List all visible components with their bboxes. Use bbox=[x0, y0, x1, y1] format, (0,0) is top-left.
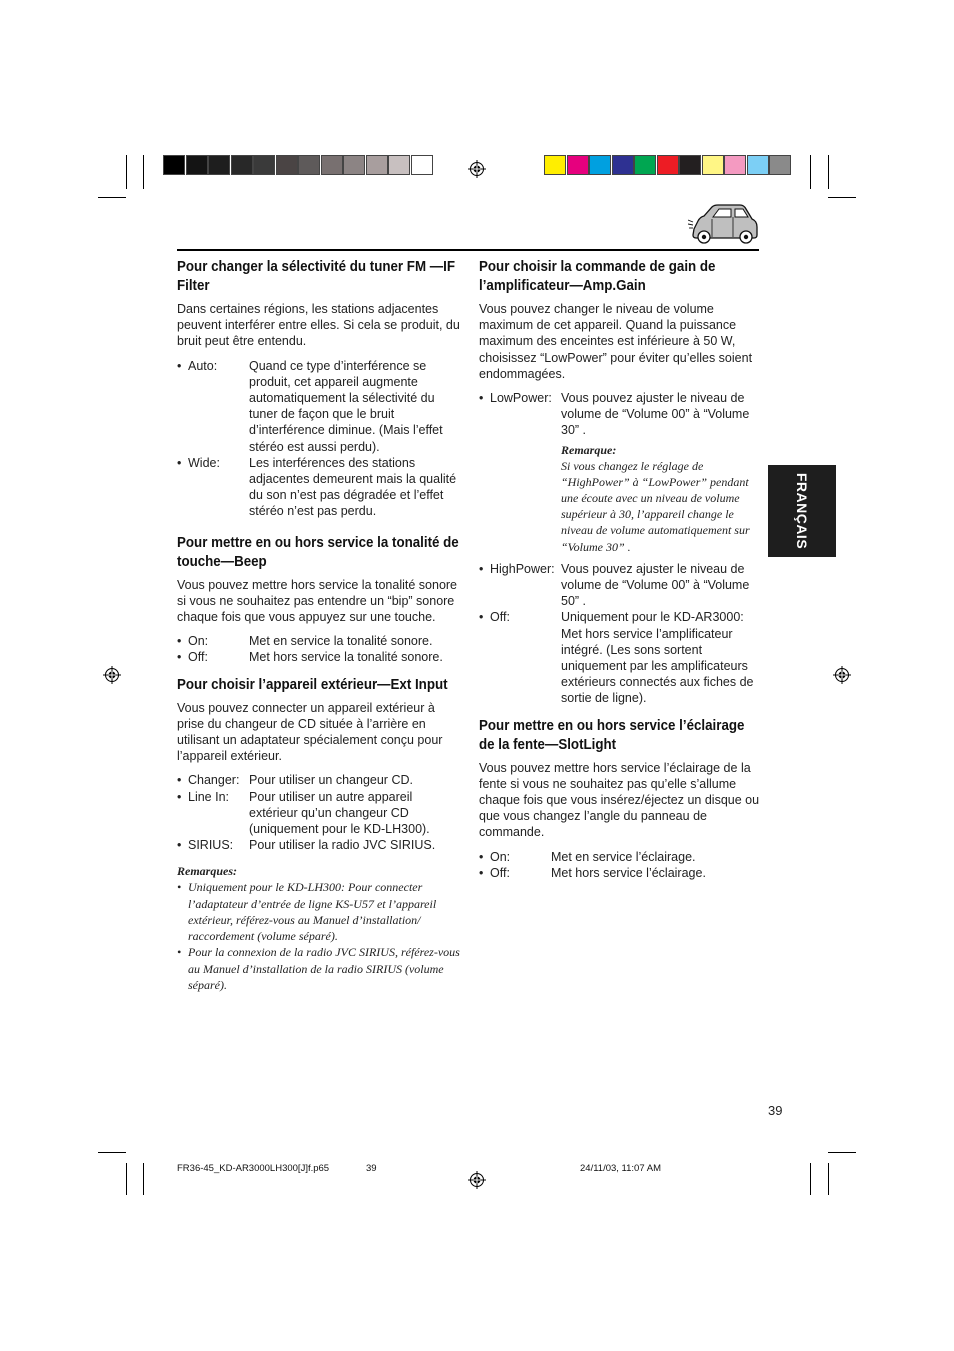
right-column bbox=[479, 258, 761, 891]
color-swatch bbox=[343, 155, 365, 175]
list-item: • Off: Uniquement pour le KD-AR3000: Met hors service l’amplificateur intégré. (Les sons sortent uniquement par les amplificateurs extérieurs connectés aux fiches de sortie de ligne). bbox=[479, 610, 754, 706]
color-bar bbox=[544, 155, 792, 175]
color-swatch bbox=[321, 155, 343, 175]
crop-mark bbox=[126, 155, 127, 189]
list-item: • On: Met en service l’éclairage. bbox=[479, 849, 696, 864]
color-swatch bbox=[253, 155, 275, 175]
color-swatch bbox=[724, 155, 746, 175]
remarks-title: Remarques: bbox=[177, 864, 237, 879]
gray-color-bar bbox=[163, 155, 433, 175]
footer-page: 39 bbox=[366, 1163, 377, 1174]
list-item: • SIRIUS: Pour utiliser la radio JVC SIRIUS. bbox=[177, 838, 436, 853]
list-item: • HighPower: Vous pouvez ajuster le niveau de volume de “Volume 00” à “Volume 50” . bbox=[479, 561, 750, 609]
section-title-amp-gain: Pour choisir la commande de gain de l’amplificateur—Amp.Gain bbox=[479, 259, 716, 294]
color-swatch bbox=[679, 155, 701, 175]
remark-item: • Pour la connexion de la radio JVC SIRIUS, référez-vous au Manuel d’installation de la radio SIRIUS (volume séparé). bbox=[177, 945, 460, 992]
language-tab-label: FRANÇAIS bbox=[794, 472, 810, 550]
registration-mark-icon bbox=[833, 666, 851, 684]
color-swatch bbox=[769, 155, 791, 175]
section-body: Vous pouvez mettre hors service l’éclairage de la fente si vous ne souhaitez pas qu’elle s’allume chaque fois que vous insérez/éjectez un disque ou que vous changez l’angle du panneau de commande. bbox=[479, 760, 760, 840]
remark-block bbox=[561, 442, 761, 555]
crop-mark bbox=[98, 1152, 126, 1153]
section-body: Dans certaines régions, les stations adjacentes peuvent interférer entre elles. Si cela se produit, du bruit peut être entendu. bbox=[177, 302, 460, 349]
crop-mark bbox=[98, 197, 126, 198]
crop-mark bbox=[828, 155, 829, 189]
registration-mark-icon bbox=[468, 160, 486, 178]
color-swatch bbox=[702, 155, 724, 175]
crop-mark bbox=[143, 1163, 144, 1195]
option-list bbox=[177, 772, 461, 853]
remark-text: Si vous changez le réglage de “HighPower” à “LowPower” pendant une écoute avec un niveau de volume supérieur à 30, l’appareil change le niveau de volume automatiquement sur “Volume 30” . bbox=[561, 458, 750, 554]
registration-mark-icon bbox=[468, 1171, 486, 1189]
color-swatch bbox=[589, 155, 611, 175]
color-swatch bbox=[231, 155, 253, 175]
color-swatch bbox=[612, 155, 634, 175]
crop-mark bbox=[828, 1163, 829, 1195]
list-item: • Changer: Pour utiliser un changeur CD. bbox=[177, 773, 413, 788]
crop-mark bbox=[828, 197, 856, 198]
section-title-ext-input: Pour choisir l’appareil extérieur—Ext Input bbox=[177, 676, 448, 693]
crop-mark bbox=[810, 155, 811, 189]
color-swatch bbox=[747, 155, 769, 175]
list-item: • Auto: Quand ce type d’interférence se produit, cet appareil augmente automatiquement la sélectivité du tuner de façon que le bruit d’interférence diminue. (Mais l’effet stéréo est aussi perdu). bbox=[177, 358, 443, 454]
list-item: • Wide: Les interférences des stations adjacentes demeurent mais la qualité du son n’est pas dégradée et l’effet stéréo n’est pas perdu. bbox=[177, 455, 457, 519]
list-item: • Off: Met hors service l’éclairage. bbox=[479, 865, 706, 880]
color-swatch bbox=[544, 155, 566, 175]
color-swatch bbox=[163, 155, 185, 175]
list-item: • LowPower: Vous pouvez ajuster le niveau de volume de “Volume 00” à “Volume 30” . bbox=[479, 391, 750, 438]
color-swatch bbox=[567, 155, 589, 175]
option-list bbox=[177, 358, 461, 520]
option-list bbox=[177, 633, 461, 665]
color-swatch bbox=[276, 155, 298, 175]
left-column bbox=[177, 258, 461, 993]
section-body: Vous pouvez changer le niveau de volume maximum de cet appareil. Quand la puissance maximum des enceintes est inférieure à 50 W, choisissez “LowPower” pour éviter qu’elles soient endommagées. bbox=[479, 302, 753, 381]
crop-mark bbox=[126, 1163, 127, 1195]
footer-timestamp: 24/11/03, 11:07 AM bbox=[580, 1163, 661, 1174]
section-body: Vous pouvez mettre hors service la tonalité sonore si vous ne souhaitez pas entendre un “bip” sonore chaque fois que vous appuyez sur une touche. bbox=[177, 577, 458, 625]
color-swatch bbox=[411, 155, 433, 175]
option-list bbox=[479, 849, 761, 881]
color-swatch bbox=[657, 155, 679, 175]
color-swatch bbox=[634, 155, 656, 175]
language-tab bbox=[768, 465, 836, 557]
section-title-beep: Pour mettre en ou hors service la tonalité de touche—Beep bbox=[177, 534, 459, 570]
color-swatch bbox=[186, 155, 208, 175]
car-icon bbox=[688, 203, 760, 247]
section-title-if-filter: Pour changer la sélectivité du tuner FM —IF Filter bbox=[177, 259, 455, 294]
remark-title: Remarque: bbox=[561, 442, 617, 457]
crop-mark bbox=[810, 1163, 811, 1195]
registration-mark-icon bbox=[103, 666, 121, 684]
color-swatch bbox=[388, 155, 410, 175]
section-title-slotlight: Pour mettre en ou hors service l’éclairage de la fente—SlotLight bbox=[479, 717, 745, 753]
footer-file: FR36-45_KD-AR3000LH300[J]f.p65 bbox=[177, 1163, 330, 1174]
list-item: • Off: Met hors service la tonalité sonore. bbox=[177, 650, 443, 665]
header-rule bbox=[177, 249, 759, 251]
remark-item: • Uniquement pour le KD-LH300: Pour connecter l’adaptateur d’entrée de ligne KS-U57 et l’appareil extérieur, référez-vous au Manuel d’installation/ raccordement (volume séparé). bbox=[177, 880, 437, 944]
color-swatch bbox=[208, 155, 230, 175]
crop-mark bbox=[828, 1152, 856, 1153]
list-item: • On: Met en service la tonalité sonore. bbox=[177, 634, 433, 649]
crop-mark bbox=[143, 155, 144, 189]
option-list bbox=[479, 390, 761, 707]
page-number: 39 bbox=[768, 1103, 783, 1118]
color-swatch bbox=[366, 155, 388, 175]
list-item: • Line In: Pour utiliser un autre appareil extérieur qu’un changeur CD (uniquement pour le KD-LH300). bbox=[177, 789, 430, 837]
section-body: Vous pouvez connecter un appareil extérieur à prise du changeur de CD située à l’arrière en utilisant un adaptateur spécialement conçu pour l’appareil extérieur. bbox=[177, 700, 443, 764]
color-swatch bbox=[298, 155, 320, 175]
